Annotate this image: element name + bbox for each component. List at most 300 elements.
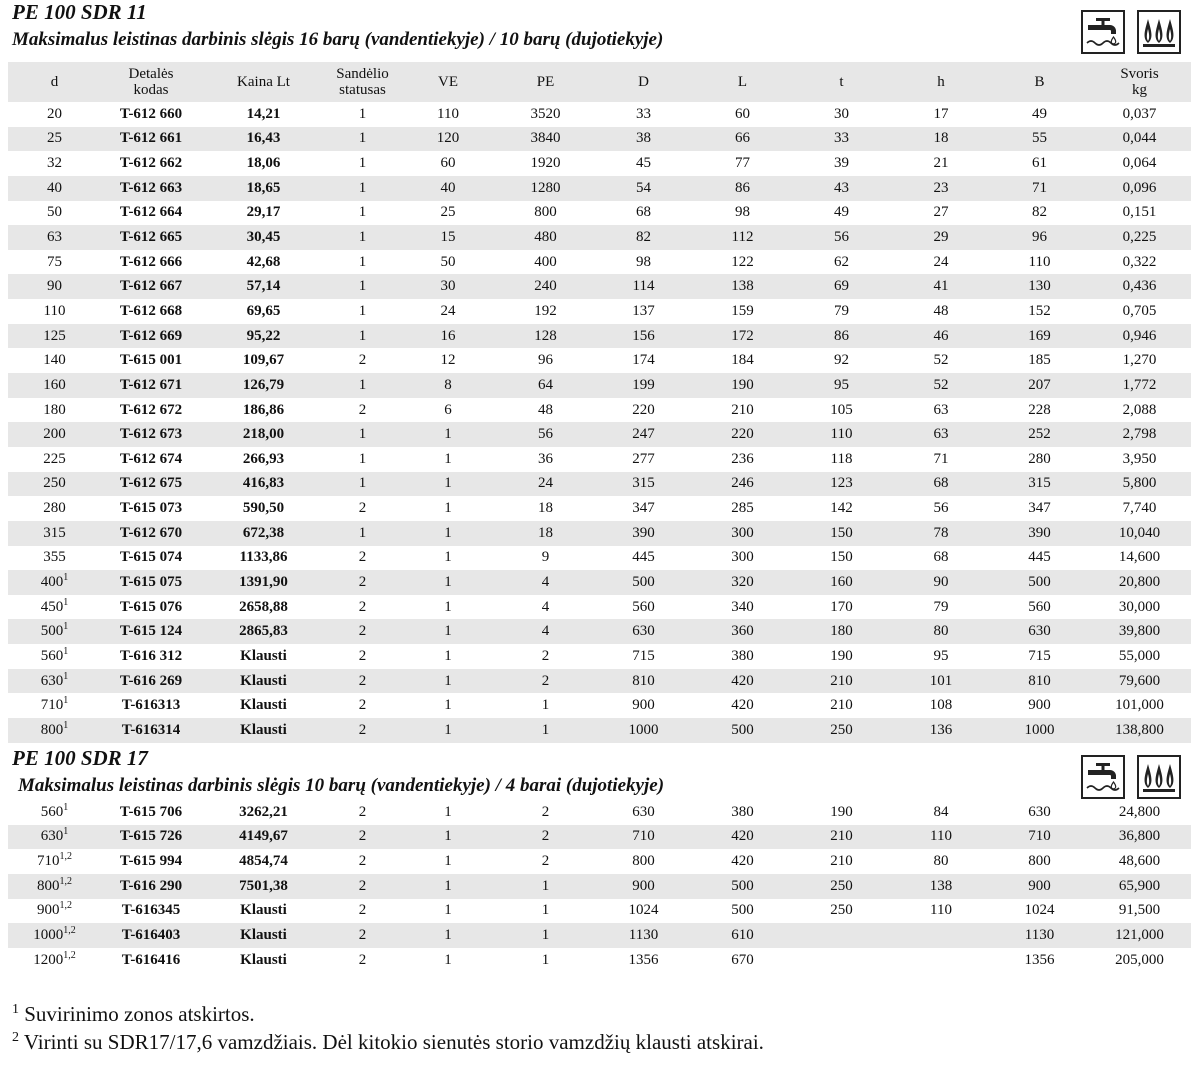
cell-weight: 3,950: [1122, 450, 1157, 467]
cell-d: [8, 102, 101, 127]
cell-d: [8, 250, 101, 275]
cell-L: 190: [731, 376, 754, 393]
cell-ve: 24: [440, 302, 456, 319]
cell-L: 66: [735, 130, 750, 147]
cell-h: 52: [933, 352, 949, 369]
cell-ve: 1: [444, 927, 452, 944]
table-row: [8, 422, 1191, 447]
cell-price: 3262,21: [239, 803, 288, 820]
cell-code: T-616 269: [119, 672, 183, 689]
table-row: [8, 825, 1191, 850]
cell-D: 137: [632, 302, 655, 319]
cell-h: 110: [930, 902, 952, 919]
cell-pe: 18: [538, 524, 553, 541]
cell-ve: 1: [444, 697, 452, 714]
cell-t: 150: [830, 549, 853, 566]
cell-t: 180: [830, 623, 853, 640]
section1-subtitle: Maksimalus leistinas darbinis slėgis 16 barų (vandentiekyje) / 10 barų (dujotiekyje): [12, 29, 664, 50]
table-row: [8, 874, 1191, 899]
cell-t: [792, 923, 891, 948]
cell-weight: 55,000: [1118, 647, 1161, 664]
cell-pe: 64: [538, 376, 553, 393]
cell-pe: 4: [541, 598, 550, 615]
cell-price: Klausti: [240, 721, 287, 738]
cell-price: 30,45: [246, 229, 281, 246]
cell-h: 48: [933, 302, 949, 319]
cell-t: 110: [830, 426, 853, 443]
cell-pe: 1: [541, 951, 550, 968]
cell-t: 30: [834, 105, 849, 122]
cell-B: 1024: [1024, 902, 1055, 919]
gas-flame-icon: [1137, 755, 1181, 799]
cell-code: T-616403: [121, 927, 181, 944]
cell-L: 670: [731, 951, 754, 968]
column-header: [891, 62, 991, 102]
cell-ve: 1: [444, 623, 452, 640]
cell-h: 78: [933, 524, 949, 541]
cell-D: 390: [632, 524, 655, 541]
cell-t: 56: [834, 229, 849, 246]
cell-L: 300: [731, 549, 754, 566]
cell-code: T-612 675: [119, 475, 183, 492]
footnote-ref: 1: [63, 826, 69, 838]
cell-d: [8, 644, 101, 669]
sdr17-table: [8, 800, 1191, 972]
cell-code: T-615 076: [119, 598, 183, 615]
footnote-ref: 1: [63, 695, 69, 707]
cell-d: [8, 496, 101, 521]
cell-h: 95: [933, 647, 949, 664]
cell-d-value: 200: [43, 426, 66, 443]
cell-h: 29: [933, 229, 949, 246]
column-header-text: statusas: [339, 82, 386, 98]
cell-B: 900: [1028, 697, 1051, 714]
cell-code: T-616314: [121, 721, 181, 738]
cell-status: 1: [358, 376, 367, 393]
cell-code: T-615 073: [119, 500, 183, 517]
cell-d: [8, 373, 101, 398]
cell-h: 63: [933, 401, 949, 418]
cell-D: 1356: [628, 951, 659, 968]
cell-d-value: 20: [47, 105, 62, 122]
cell-d-value: 125: [43, 327, 66, 344]
table-row: [8, 521, 1191, 546]
cell-d: [8, 825, 101, 850]
cell-ve: 1: [444, 902, 452, 919]
table-row: [8, 644, 1191, 669]
table-row: [8, 718, 1191, 743]
table-row: [8, 948, 1191, 973]
cell-ve: 40: [440, 179, 456, 196]
cell-L: 236: [731, 450, 754, 467]
cell-L: 380: [731, 803, 754, 820]
cell-d: [8, 849, 101, 874]
cell-L: 500: [731, 721, 754, 738]
cell-weight: 10,040: [1118, 524, 1161, 541]
cell-pe: 4: [541, 573, 550, 590]
cell-ve: 60: [440, 155, 456, 172]
cell-ve: 1: [444, 828, 452, 845]
cell-L: 420: [731, 697, 754, 714]
cell-t: 105: [830, 401, 853, 418]
table-row: [8, 800, 1191, 825]
cell-L: 320: [731, 573, 754, 590]
cell-status: 1: [358, 204, 367, 221]
cell-d-value: 400: [40, 573, 64, 590]
cell-h: 80: [933, 623, 949, 640]
cell-status: 2: [358, 623, 367, 640]
cell-status: 2: [358, 721, 367, 738]
cell-weight: 0,705: [1122, 302, 1157, 319]
cell-ve: 1: [444, 598, 452, 615]
cell-status: 2: [358, 500, 367, 517]
cell-price: 69,65: [246, 302, 281, 319]
cell-code: T-616313: [121, 697, 181, 714]
cell-d-value: 800: [40, 721, 64, 738]
cell-weight: 14,600: [1118, 549, 1161, 566]
column-header-text: Sandėlio: [336, 66, 389, 82]
cell-d: [8, 899, 101, 924]
column-header: [792, 62, 891, 102]
cell-t: 118: [830, 450, 853, 467]
column-header: [991, 62, 1088, 102]
cell-code: T-615 124: [119, 623, 183, 640]
cell-L: 184: [731, 352, 754, 369]
table-row: [8, 274, 1191, 299]
cell-weight: 39,800: [1118, 623, 1161, 640]
cell-status: 2: [358, 549, 367, 566]
cell-d-value: 355: [43, 549, 66, 566]
cell-B: 500: [1028, 573, 1051, 590]
cell-d: [8, 127, 101, 152]
footnote-1: [12, 1002, 255, 1026]
footnote-ref: 1,2: [63, 949, 76, 961]
cell-B: 55: [1032, 130, 1047, 147]
cell-code: T-612 664: [119, 204, 183, 221]
cell-pe: 1: [541, 697, 550, 714]
cell-D: 900: [632, 697, 655, 714]
table-row: [8, 923, 1191, 948]
cell-D: 98: [636, 253, 651, 270]
table-row: [8, 299, 1191, 324]
cell-status: 2: [358, 803, 367, 820]
cell-t: 79: [834, 302, 849, 319]
footnote-ref: 1,2: [59, 875, 72, 887]
cell-d-value: 630: [40, 672, 64, 689]
cell-t: 210: [830, 697, 853, 714]
cell-ve: 1: [444, 524, 452, 541]
cell-pe: 2: [541, 853, 550, 870]
cell-t: 170: [830, 598, 853, 615]
footnote-ref: 1: [63, 571, 69, 583]
cell-D: 33: [636, 105, 651, 122]
cell-ve: 1: [444, 500, 452, 517]
cell-h: 90: [933, 573, 949, 590]
cell-D: 45: [636, 155, 651, 172]
cell-price: 126,79: [242, 376, 285, 393]
cell-B: 630: [1028, 623, 1051, 640]
table-row: [8, 472, 1191, 497]
cell-code: T-615 726: [119, 828, 183, 845]
column-header-text: d: [50, 74, 59, 90]
cell-d-value: 500: [40, 623, 64, 640]
cell-d-value: 25: [47, 130, 62, 147]
cell-status: 1: [358, 327, 367, 344]
cell-ve: 1: [444, 853, 452, 870]
table-row: [8, 849, 1191, 874]
column-header-text: h: [937, 74, 945, 90]
cell-t: [792, 948, 891, 973]
cell-h: 21: [933, 155, 949, 172]
cell-h: 84: [933, 803, 949, 820]
cell-status: 1: [358, 155, 367, 172]
cell-h: 101: [929, 672, 953, 689]
section1-title: PE 100 SDR 11: [12, 0, 147, 24]
cell-weight: 0,225: [1122, 229, 1157, 246]
cell-d-value: 32: [47, 155, 62, 172]
cell-price: 4854,74: [239, 853, 288, 870]
cell-B: 900: [1028, 877, 1051, 894]
cell-L: 172: [731, 327, 754, 344]
cell-d-value: 560: [40, 803, 64, 820]
cell-D: 114: [632, 278, 655, 295]
cell-d-value: 450: [40, 598, 64, 615]
cell-D: 54: [636, 179, 651, 196]
cell-D: 38: [636, 130, 651, 147]
cell-price: 7501,38: [239, 877, 288, 894]
cell-h: 68: [933, 475, 949, 492]
cell-d-value: 160: [43, 376, 66, 393]
cell-d-value: 280: [43, 500, 66, 517]
cell-d-value: 75: [47, 253, 62, 270]
cell-ve: 1: [444, 803, 452, 820]
cell-B: 390: [1028, 524, 1051, 541]
cell-D: 156: [632, 327, 655, 344]
cell-d: [8, 718, 101, 743]
cell-price: Klausti: [240, 647, 287, 664]
cell-t: 250: [830, 877, 853, 894]
cell-d-value: 40: [47, 179, 62, 196]
footnote-ref: 1: [63, 596, 69, 608]
cell-status: 1: [358, 229, 367, 246]
cell-price: 1133,86: [239, 549, 288, 566]
cell-h: 46: [933, 327, 949, 344]
cell-L: 420: [731, 853, 754, 870]
cell-weight: 7,740: [1122, 500, 1157, 517]
sdr11-table: [8, 62, 1191, 743]
cell-D: 277: [632, 450, 655, 467]
column-header-text: Kaina Lt: [237, 74, 290, 90]
cell-d-value: 800: [37, 877, 60, 894]
cell-price: 16,43: [246, 130, 281, 147]
cell-status: 2: [358, 598, 367, 615]
cell-L: 77: [735, 155, 750, 172]
cell-D: 900: [632, 877, 655, 894]
cell-weight: 5,800: [1122, 475, 1157, 492]
footnote-ref: 1: [63, 670, 69, 682]
cell-price: 672,38: [242, 524, 285, 541]
cell-ve: 1: [444, 647, 452, 664]
cell-code: T-612 663: [119, 179, 183, 196]
cell-d: [8, 274, 101, 299]
cell-status: 2: [358, 401, 367, 418]
cell-pe: 9: [541, 549, 550, 566]
cell-h: 63: [933, 426, 949, 443]
cell-weight: 1,270: [1122, 352, 1157, 369]
cell-ve: 110: [437, 105, 459, 122]
column-header-text: kg: [1132, 82, 1147, 98]
footnote-ref: 1: [63, 719, 69, 731]
cell-d-value: 560: [40, 647, 64, 664]
table-row: [8, 398, 1191, 423]
cell-B: 560: [1028, 598, 1051, 615]
cell-d-value: 110: [43, 302, 66, 319]
cell-L: 112: [731, 229, 754, 246]
cell-code: T-616 290: [119, 877, 183, 894]
cell-D: 710: [632, 828, 655, 845]
cell-t: 95: [834, 376, 849, 393]
footnote-mark: 1: [12, 1002, 19, 1017]
cell-weight: 138,800: [1115, 721, 1164, 738]
cell-L: 340: [731, 598, 754, 615]
cell-pe: 18: [538, 500, 553, 517]
cell-d-value: 225: [43, 450, 66, 467]
water-tap-icon: [1081, 10, 1125, 54]
cell-d-value: 63: [47, 229, 62, 246]
cell-status: 1: [358, 130, 367, 147]
cell-pe: 3520: [530, 105, 561, 122]
cell-d: [8, 472, 101, 497]
cell-D: 220: [632, 401, 655, 418]
cell-t: 190: [830, 803, 853, 820]
cell-B: 710: [1028, 828, 1051, 845]
cell-d: [8, 669, 101, 694]
cell-weight: 0,096: [1122, 179, 1157, 196]
cell-code: T-612 666: [119, 253, 183, 270]
cell-pe: 2: [541, 672, 550, 689]
footnote-ref: 1,2: [59, 851, 72, 863]
cell-weight: 20,800: [1118, 573, 1161, 590]
cell-price: 109,67: [242, 352, 285, 369]
cell-L: 159: [731, 302, 754, 319]
cell-ve: 8: [444, 376, 452, 393]
cell-status: 1: [358, 105, 367, 122]
cell-h: 17: [933, 105, 949, 122]
cell-price: Klausti: [240, 927, 287, 944]
column-header-text: VE: [438, 74, 458, 90]
cell-h: 79: [933, 598, 949, 615]
cell-pe: 192: [534, 302, 557, 319]
cell-d: [8, 398, 101, 423]
cell-ve: 1: [444, 549, 452, 566]
cell-d-value: 1000: [33, 927, 64, 944]
cell-price: 1391,90: [239, 573, 288, 590]
cell-D: 1130: [628, 927, 659, 944]
cell-d-value: 710: [40, 697, 64, 714]
cell-weight: 65,900: [1118, 877, 1161, 894]
cell-D: 68: [636, 204, 651, 221]
cell-status: 2: [358, 877, 367, 894]
cell-price: 42,68: [246, 253, 281, 270]
cell-code: T-612 667: [119, 278, 183, 295]
cell-d: [8, 800, 101, 825]
cell-d: [8, 324, 101, 349]
cell-t: 49: [834, 204, 849, 221]
cell-L: 300: [731, 524, 754, 541]
table-row: [8, 102, 1191, 127]
cell-pe: 1: [541, 902, 550, 919]
cell-price: 218,00: [242, 426, 285, 443]
cell-weight: 0,151: [1122, 204, 1157, 221]
table-row: [8, 225, 1191, 250]
cell-t: 69: [834, 278, 849, 295]
cell-price: 14,21: [246, 105, 281, 122]
cell-t: 92: [834, 352, 849, 369]
cell-pe: 2: [541, 803, 550, 820]
table-row: [8, 669, 1191, 694]
section2-title: PE 100 SDR 17: [12, 746, 148, 770]
gas-flame-icon: [1137, 10, 1181, 54]
cell-pe: 24: [538, 475, 553, 492]
cell-h: 80: [933, 853, 949, 870]
cell-code: T-612 670: [119, 524, 183, 541]
cell-price: 29,17: [246, 204, 281, 221]
footnote-mark: 2: [12, 1030, 19, 1045]
cell-D: 630: [632, 623, 655, 640]
cell-t: 33: [834, 130, 849, 147]
footnote-ref: 1: [63, 801, 69, 813]
cell-pe: 36: [538, 450, 553, 467]
cell-pe: 800: [534, 204, 557, 221]
cell-pe: 4: [541, 623, 550, 640]
cell-ve: 120: [436, 130, 460, 147]
cell-L: 86: [735, 179, 750, 196]
cell-B: 347: [1028, 500, 1051, 517]
table-row: [8, 595, 1191, 620]
cell-code: T-615 001: [119, 352, 183, 369]
cell-t: 123: [830, 475, 853, 492]
cell-d: [8, 521, 101, 546]
cell-ve: 1: [444, 450, 452, 467]
cell-L: 122: [731, 253, 754, 270]
cell-d-value: 1200: [33, 951, 64, 968]
cell-status: 2: [358, 951, 367, 968]
column-header: [399, 62, 497, 102]
footnote-ref: 1,2: [59, 900, 72, 912]
cell-price: 2658,88: [239, 598, 288, 615]
cell-t: 39: [834, 155, 849, 172]
column-header: [326, 62, 399, 102]
cell-code: T-616345: [121, 902, 181, 919]
cell-L: 360: [731, 623, 754, 640]
table-row: [8, 496, 1191, 521]
cell-status: 2: [358, 902, 367, 919]
cell-code: T-612 662: [119, 155, 183, 172]
cell-ve: 50: [440, 253, 456, 270]
cell-h: 138: [929, 877, 953, 894]
cell-status: 1: [358, 278, 367, 295]
cell-weight: 30,000: [1118, 598, 1161, 615]
cell-B: 715: [1028, 647, 1051, 664]
cell-d: [8, 201, 101, 226]
cell-d: [8, 348, 101, 373]
cell-d-value: 250: [43, 475, 66, 492]
cell-B: 445: [1028, 549, 1051, 566]
cell-ve: 1: [444, 951, 452, 968]
cell-D: 715: [632, 647, 655, 664]
cell-t: 150: [830, 524, 853, 541]
cell-t: 160: [830, 573, 853, 590]
